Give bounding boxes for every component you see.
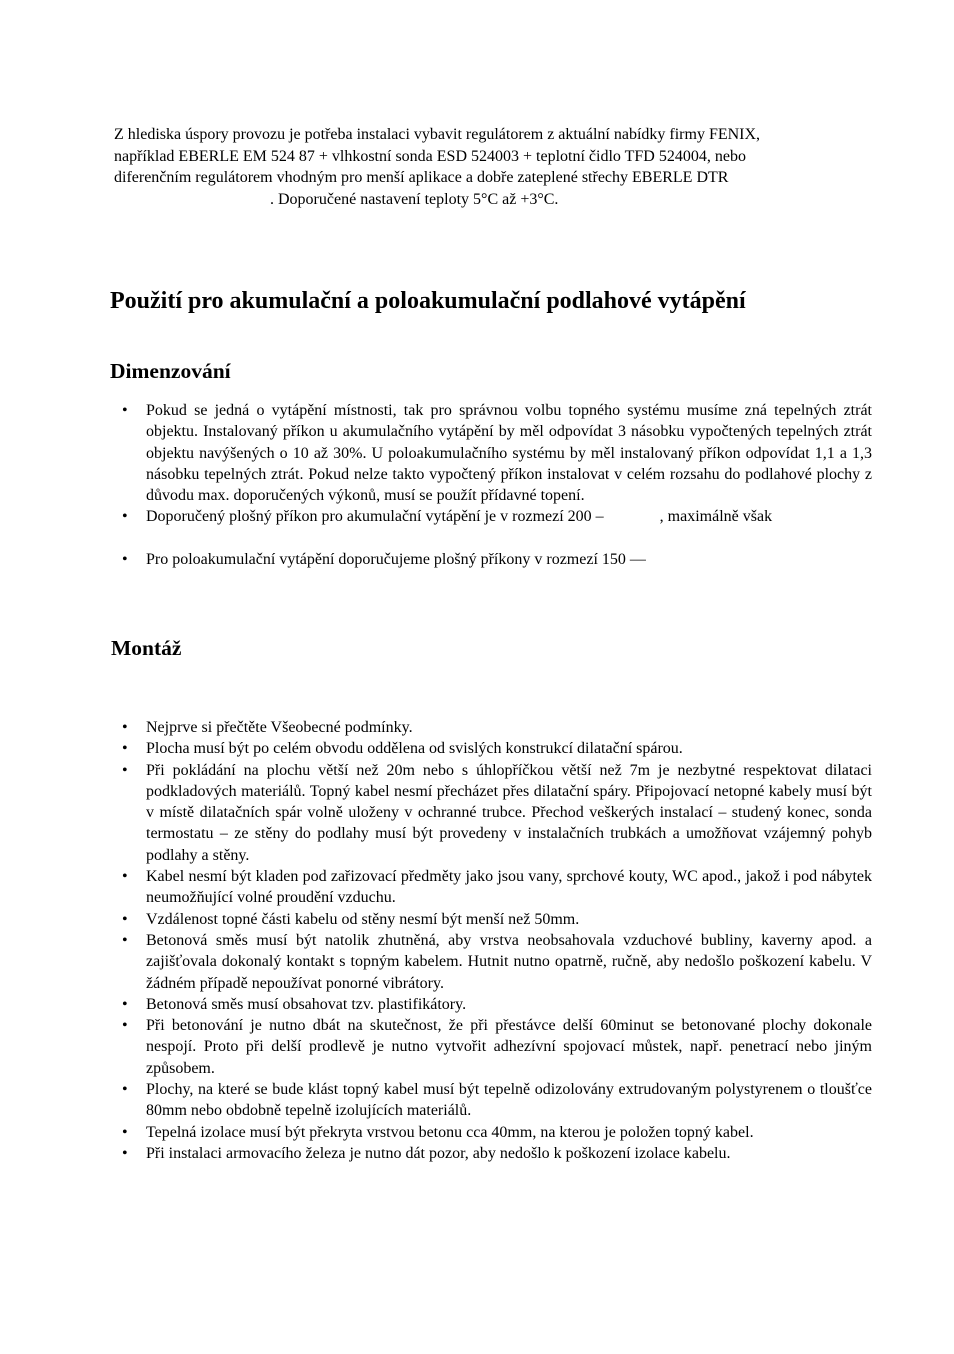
list-item: • Při betonování je nutno dbát na skutečnost, že při přestávce delší 60minut se betonované plochy dokonale nespojí. Proto při delší prodlevě je nutno vytvořit adhezívní spojovací můstek, např. penetrací nebo jiným způsobem.: [146, 1015, 872, 1079]
list-item: • Při instalaci armovacího železa je nutno dát pozor, aby nedošlo k poškození izolace kabelu.: [146, 1143, 872, 1164]
list-item: • Tepelná izolace musí být překryta vrstvou betonu cca 40mm, na kterou je položen topný kabel.: [146, 1122, 872, 1143]
montaz-list: [146, 717, 872, 1164]
intro-line: například EBERLE EM 524 87 + vlhkostní sonda ESD 524003 + teplotní čidlo TFD 524004, nebo: [114, 147, 746, 165]
list-item: • Při pokládání na plochu větší než 20m nebo s úhlopříčkou větší než 7m je nezbytné respektovat dilataci podkladových materiálů. Topný kabel nesmí přecházet přes dilatační spáry. Připojovací netopné kabely musí být v místě dilatačních spár volně uloženy v ochranné trubce. Přechod veškerých instalací – studený konec, sonda termostatu – ze stěny do podlahy musí být provedeny v instalačních trubkách a umožňovat vzájemný pohyb podlahy a stěny.: [146, 760, 872, 866]
list-item: • Betonová směs musí obsahovat tzv. plastifikátory.: [146, 994, 872, 1015]
list-item: • Pokud se jedná o vytápění místnosti, tak pro správnou volbu topného systému musíme zná tepelných ztrát objektu. Instalovaný příkon u akumulačního vytápění by měl odpovídat 3 násobku vypočtených tepelných ztrát objektu navýšených o 10 až 30%. U poloakumulačního systému by měl instalovaný příkon odpovídat 1,1 a 1,3 násobku tepelných ztrát. Pokud nelze takto vypočtený příkon instalovat v celém rozsahu do podlahové plochy z důvodu max. doporučených výkonů, musí se použít přídavné topení.: [146, 400, 872, 506]
list-item: • Doporučený plošný příkon pro akumulační vytápění je v rozmezí 200 – , maximálně však: [146, 506, 872, 527]
intro-line: . Doporučené nastavení teploty 5°C až +3°C.: [270, 190, 559, 208]
intro-line: Z hlediska úspory provozu je potřeba instalaci vybavit regulátorem z aktuální nabídky firmy FENIX,: [114, 126, 761, 143]
section-heading-montaz: Montáž: [111, 636, 182, 660]
section-heading-dimenzovani: Dimenzování: [110, 359, 231, 383]
list-item: • Plochy, na které se bude klást topný kabel musí být tepelně odizolovány extrudovaným polystyrenem o tloušťce 80mm nebo obdobně tepelně izolujících materiálů.: [146, 1079, 872, 1122]
list-item: • Kabel nesmí být kladen pod zařizovací předměty jako jsou vany, sprchové kouty, WC apod., jakož i pod nábytek neumožňující volné proudění vzduchu.: [146, 866, 872, 909]
list-item: • Plocha musí být po celém obvodu oddělena od svislých konstrukcí dilatační spárou.: [146, 738, 872, 759]
list-item: • Vzdálenost topné části kabelu od stěny nesmí být menší než 50mm.: [146, 909, 872, 930]
intro-paragraph: [114, 124, 874, 210]
list-item: • Nejprve si přečtěte Všeobecné podmínky.: [146, 717, 872, 738]
intro-line: diferenčním regulátorem vhodným pro menší aplikace a dobře zateplené střechy EBERLE DTR: [114, 169, 729, 186]
list-item: • Pro poloakumulační vytápění doporučujeme plošný příkony v rozmezí 150 —: [146, 549, 872, 570]
section-heading-main: Použití pro akumulační a poloakumulační podlahové vytápění: [110, 288, 746, 314]
dimenzovani-list: [146, 400, 872, 570]
list-item: • Betonová směs musí být natolik zhutněná, aby vrstva neobsahovala vzduchové bubliny, kaverny apod. a zajišťovala dokonalý kontakt s topným kabelem. Hutnit nutno opatrně, ručně, aby nedošlo poškození kabelu. V žádném případě nepoužívat ponorné vibrátory.: [146, 930, 872, 994]
